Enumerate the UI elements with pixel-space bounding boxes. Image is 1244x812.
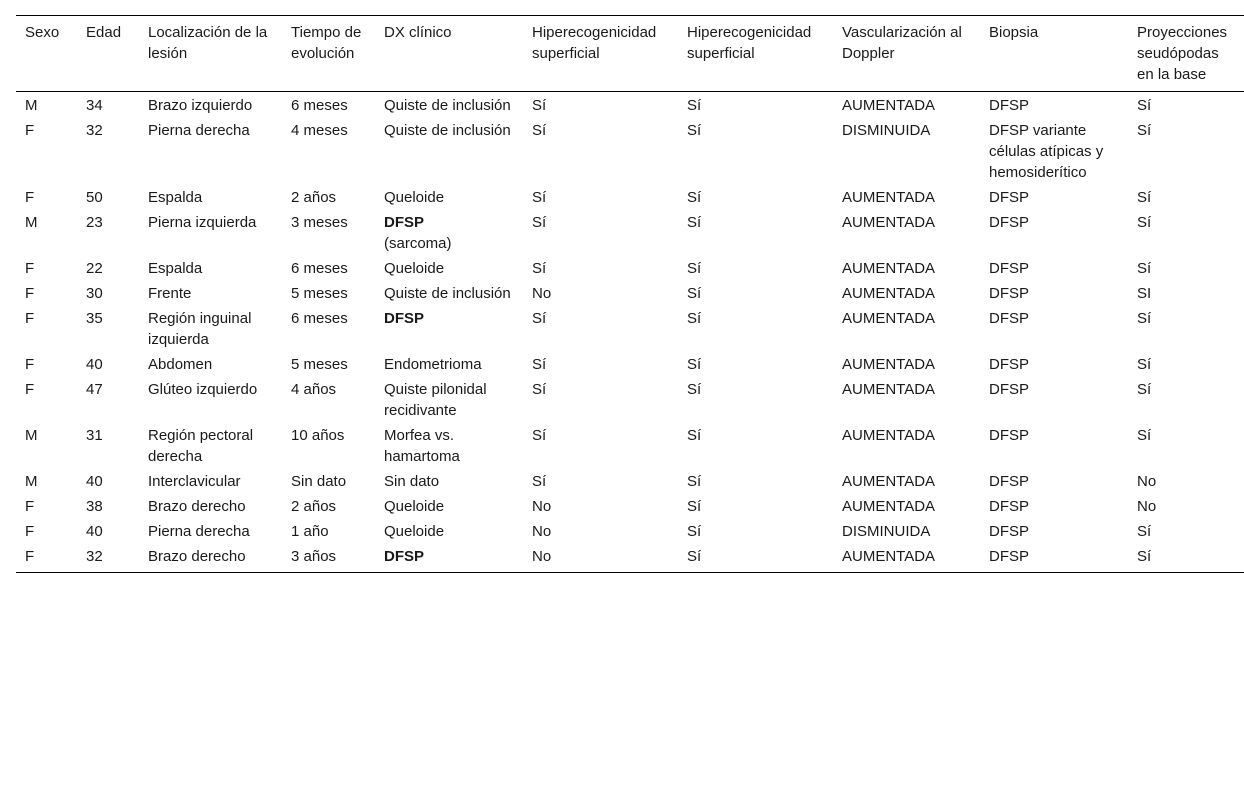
dx-text: Queloide xyxy=(384,260,445,277)
cell-tiempo: 3 años xyxy=(291,548,337,565)
cell-sexo: F xyxy=(25,310,35,327)
cell-edad: 30 xyxy=(86,285,103,302)
cell-proyecciones: No xyxy=(1137,498,1157,515)
dx-text: (sarcoma) xyxy=(384,235,452,252)
cell-tiempo: 4 años xyxy=(291,381,337,398)
cell-dx xyxy=(375,544,523,573)
cell-edad: 40 xyxy=(86,356,103,373)
cell-vascularizacion: AUMENTADA xyxy=(842,97,936,114)
table-row xyxy=(16,377,1244,423)
header-proyecciones: Proyecciones seudópodas en la base xyxy=(1137,24,1228,83)
cell-sexo: M xyxy=(25,214,38,231)
cell-sexo: F xyxy=(25,381,35,398)
cell-dx xyxy=(375,423,523,469)
cell-localizacion: Región pectoral derecha xyxy=(148,427,254,465)
cell-hiper-1: No xyxy=(532,498,552,515)
table-row xyxy=(16,494,1244,519)
cell-sexo: F xyxy=(25,189,35,206)
cell-tiempo: 5 meses xyxy=(291,356,348,373)
cell-biopsia: DFSP xyxy=(989,356,1030,373)
cell-hiper-1: Sí xyxy=(532,97,547,114)
cell-dx xyxy=(375,306,523,352)
table-row xyxy=(16,92,1244,119)
cell-edad: 40 xyxy=(86,523,103,540)
cell-dx xyxy=(375,210,523,256)
cell-proyecciones: Sí xyxy=(1137,381,1152,398)
table-row xyxy=(16,256,1244,281)
cell-vascularizacion: DISMINUIDA xyxy=(842,122,931,139)
cell-tiempo: Sin dato xyxy=(291,473,347,490)
cell-hiper-1: Sí xyxy=(532,214,547,231)
cell-hiper-2: Sí xyxy=(687,214,702,231)
cell-localizacion: Pierna derecha xyxy=(148,122,250,139)
cell-localizacion: Brazo derecho xyxy=(148,498,246,515)
header-dx: DX clínico xyxy=(384,24,452,41)
table-row xyxy=(16,423,1244,469)
cell-hiper-2: Sí xyxy=(687,310,702,327)
cell-localizacion: Abdomen xyxy=(148,356,213,373)
dx-text: Queloide xyxy=(384,523,445,540)
cell-vascularizacion: AUMENTADA xyxy=(842,427,936,444)
cell-proyecciones: Sí xyxy=(1137,356,1152,373)
cell-edad: 31 xyxy=(86,427,103,444)
header-localizacion: Localización de la lesión xyxy=(148,24,268,62)
cell-edad: 38 xyxy=(86,498,103,515)
cell-vascularizacion: AUMENTADA xyxy=(842,381,936,398)
cell-sexo: F xyxy=(25,548,35,565)
dx-text: Quiste pilonidal recidivante xyxy=(384,381,487,419)
cell-hiper-2: Sí xyxy=(687,381,702,398)
cell-biopsia: DFSP xyxy=(989,473,1030,490)
dx-text: Morfea vs. hamartoma xyxy=(384,427,460,465)
cell-hiper-1: Sí xyxy=(532,310,547,327)
cell-proyecciones: Sí xyxy=(1137,523,1152,540)
dx-text: Quiste de inclusión xyxy=(384,285,511,302)
cell-edad: 32 xyxy=(86,122,103,139)
table-row xyxy=(16,306,1244,352)
header-biopsia: Biopsia xyxy=(989,24,1039,41)
cell-sexo: M xyxy=(25,97,38,114)
cell-biopsia: DFSP xyxy=(989,97,1030,114)
cell-hiper-2: Sí xyxy=(687,122,702,139)
cell-proyecciones: Sí xyxy=(1137,122,1152,139)
table-row xyxy=(16,118,1244,185)
cell-localizacion: Región inguinal izquierda xyxy=(148,310,252,348)
cell-hiper-1: Sí xyxy=(532,473,547,490)
cell-hiper-1: Sí xyxy=(532,122,547,139)
table-row xyxy=(16,469,1244,494)
cell-hiper-2: Sí xyxy=(687,427,702,444)
cell-sexo: F xyxy=(25,523,35,540)
cell-hiper-2: Sí xyxy=(687,97,702,114)
header-vascularizacion: Vascularización al Doppler xyxy=(842,24,962,62)
cell-biopsia: DFSP variante células atípicas y hemosiderítico xyxy=(989,122,1104,181)
cell-vascularizacion: AUMENTADA xyxy=(842,473,936,490)
cell-biopsia: DFSP xyxy=(989,260,1030,277)
cell-proyecciones: Sí xyxy=(1137,189,1152,206)
cell-edad: 23 xyxy=(86,214,103,231)
cell-tiempo: 2 años xyxy=(291,189,337,206)
cell-tiempo: 4 meses xyxy=(291,122,348,139)
dx-text: Sin dato xyxy=(384,473,440,490)
cell-localizacion: Interclavicular xyxy=(148,473,241,490)
cell-edad: 47 xyxy=(86,381,103,398)
cell-proyecciones: No xyxy=(1137,473,1157,490)
cell-proyecciones: Sí xyxy=(1137,214,1152,231)
cell-biopsia: DFSP xyxy=(989,310,1030,327)
cell-localizacion: Brazo izquierdo xyxy=(148,97,253,114)
header-sexo: Sexo xyxy=(25,24,60,41)
clinical-data-table xyxy=(16,15,1244,573)
cell-edad: 35 xyxy=(86,310,103,327)
cell-localizacion: Espalda xyxy=(148,260,203,277)
cell-sexo: M xyxy=(25,427,38,444)
cell-biopsia: DFSP xyxy=(989,189,1030,206)
dx-text: Queloide xyxy=(384,189,445,206)
table-row xyxy=(16,544,1244,573)
header-hiper-1: Hiperecogenicidad superficial xyxy=(532,24,657,62)
cell-hiper-1: Sí xyxy=(532,260,547,277)
cell-hiper-1: No xyxy=(532,285,552,302)
cell-biopsia: DFSP xyxy=(989,381,1030,398)
cell-vascularizacion: AUMENTADA xyxy=(842,356,936,373)
cell-biopsia: DFSP xyxy=(989,498,1030,515)
cell-proyecciones: Sí xyxy=(1137,548,1152,565)
cell-localizacion: Frente xyxy=(148,285,192,302)
cell-edad: 50 xyxy=(86,189,103,206)
cell-dx xyxy=(375,352,523,377)
cell-biopsia: DFSP xyxy=(989,214,1030,231)
cell-hiper-2: Sí xyxy=(687,498,702,515)
cell-edad: 34 xyxy=(86,97,103,114)
cell-localizacion: Glúteo izquierdo xyxy=(148,381,258,398)
cell-biopsia: DFSP xyxy=(989,523,1030,540)
cell-biopsia: DFSP xyxy=(989,285,1030,302)
cell-edad: 22 xyxy=(86,260,103,277)
cell-localizacion: Espalda xyxy=(148,189,203,206)
cell-vascularizacion: AUMENTADA xyxy=(842,189,936,206)
cell-hiper-1: Sí xyxy=(532,189,547,206)
cell-dx xyxy=(375,519,523,544)
cell-dx xyxy=(375,92,523,119)
cell-hiper-1: No xyxy=(532,523,552,540)
cell-localizacion: Pierna izquierda xyxy=(148,214,257,231)
cell-hiper-2: Sí xyxy=(687,285,702,302)
cell-proyecciones: Sí xyxy=(1137,260,1152,277)
cell-vascularizacion: AUMENTADA xyxy=(842,285,936,302)
cell-dx xyxy=(375,118,523,185)
table-row xyxy=(16,281,1244,306)
table-body xyxy=(16,92,1244,573)
cell-tiempo: 3 meses xyxy=(291,214,348,231)
table-header xyxy=(16,16,1244,92)
cell-dx xyxy=(375,185,523,210)
cell-hiper-1: Sí xyxy=(532,381,547,398)
dx-text: Quiste de inclusión xyxy=(384,97,511,114)
cell-sexo: F xyxy=(25,498,35,515)
cell-hiper-2: Sí xyxy=(687,189,702,206)
table-row xyxy=(16,210,1244,256)
cell-tiempo: 6 meses xyxy=(291,260,348,277)
cell-hiper-2: Sí xyxy=(687,473,702,490)
cell-tiempo: 5 meses xyxy=(291,285,348,302)
header-hiper-2: Hiperecogenicidad superficial xyxy=(687,24,812,62)
cell-tiempo: 1 año xyxy=(291,523,329,540)
dx-text: Endometrioma xyxy=(384,356,482,373)
cell-dx xyxy=(375,377,523,423)
cell-localizacion: Pierna derecha xyxy=(148,523,250,540)
dx-text: Quiste de inclusión xyxy=(384,122,511,139)
cell-proyecciones: SI xyxy=(1137,285,1152,302)
table-row xyxy=(16,519,1244,544)
dx-bold-text: DFSP xyxy=(384,548,425,565)
cell-hiper-1: Sí xyxy=(532,427,547,444)
cell-sexo: F xyxy=(25,260,35,277)
cell-dx xyxy=(375,494,523,519)
cell-tiempo: 6 meses xyxy=(291,97,348,114)
dx-bold-text: DFSP xyxy=(384,310,425,327)
cell-edad: 32 xyxy=(86,548,103,565)
cell-hiper-1: No xyxy=(532,548,552,565)
cell-tiempo: 6 meses xyxy=(291,310,348,327)
cell-sexo: M xyxy=(25,473,38,490)
cell-dx xyxy=(375,256,523,281)
cell-hiper-2: Sí xyxy=(687,548,702,565)
cell-proyecciones: Sí xyxy=(1137,427,1152,444)
cell-edad: 40 xyxy=(86,473,103,490)
cell-biopsia: DFSP xyxy=(989,427,1030,444)
header-tiempo: Tiempo de evolución xyxy=(291,24,362,62)
cell-hiper-1: Sí xyxy=(532,356,547,373)
cell-vascularizacion: AUMENTADA xyxy=(842,310,936,327)
cell-tiempo: 10 años xyxy=(291,427,345,444)
cell-dx xyxy=(375,281,523,306)
header-row xyxy=(16,16,1244,92)
cell-tiempo: 2 años xyxy=(291,498,337,515)
cell-vascularizacion: AUMENTADA xyxy=(842,548,936,565)
table-row xyxy=(16,352,1244,377)
cell-biopsia: DFSP xyxy=(989,548,1030,565)
cell-hiper-2: Sí xyxy=(687,260,702,277)
cell-localizacion: Brazo derecho xyxy=(148,548,246,565)
cell-proyecciones: Sí xyxy=(1137,97,1152,114)
cell-vascularizacion: DISMINUIDA xyxy=(842,523,931,540)
cell-vascularizacion: AUMENTADA xyxy=(842,260,936,277)
cell-dx xyxy=(375,469,523,494)
cell-vascularizacion: AUMENTADA xyxy=(842,214,936,231)
cell-hiper-2: Sí xyxy=(687,523,702,540)
cell-sexo: F xyxy=(25,122,35,139)
header-edad: Edad xyxy=(86,24,122,41)
cell-vascularizacion: AUMENTADA xyxy=(842,498,936,515)
cell-proyecciones: Sí xyxy=(1137,310,1152,327)
dx-bold-text: DFSP xyxy=(384,214,425,231)
table-row xyxy=(16,185,1244,210)
cell-sexo: F xyxy=(25,285,35,302)
dx-text: Queloide xyxy=(384,498,445,515)
cell-sexo: F xyxy=(25,356,35,373)
cell-hiper-2: Sí xyxy=(687,356,702,373)
